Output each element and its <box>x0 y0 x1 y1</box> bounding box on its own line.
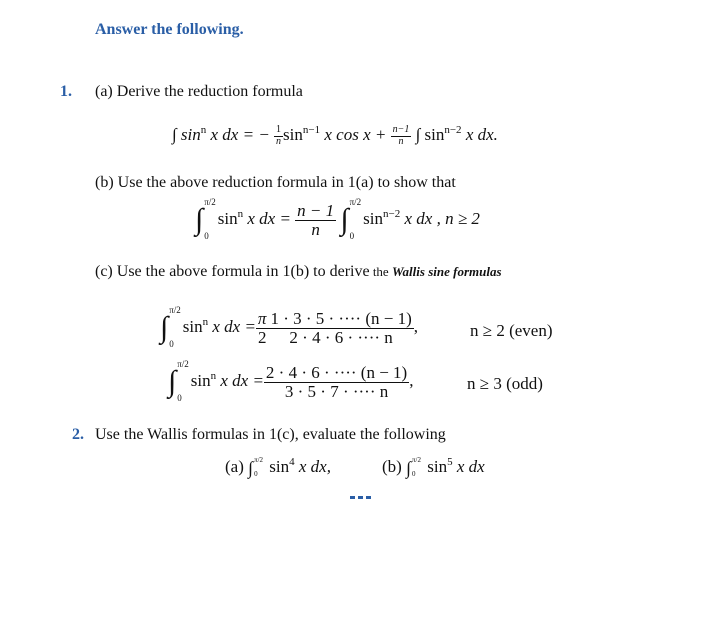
question-1-number: 1. <box>60 83 72 100</box>
end-divider <box>350 496 372 499</box>
wallis-even-condition: n ≥ 2 (even) <box>470 321 553 340</box>
question-1a-text: (a) Derive the reduction formula <box>95 83 303 100</box>
wallis-odd-formula: ∫ π/2 0 $\sin^n x$ dx = $\frac{2 \cdot 4 \cdot 6 \cdot \cdot\cdot\cdot\cdot (n - 1)}{3 \cdot 5 \cdot 7 \cdot \cdot\cdot\cdot\cdot n}$ , <box>168 359 414 404</box>
question-2b: (b) ∫ π/2 0 $\sin^5 x$ dx <box>382 456 485 479</box>
question-2-text: Use the Wallis formulas in 1(c), evaluate the following <box>95 426 446 443</box>
question-2-number: 2. <box>72 426 84 443</box>
integral-sign: ∫ <box>168 365 177 398</box>
question-1c-text: (c) Use the above formula in 1(b) to derive the Wallis sine formulas <box>95 263 502 280</box>
definite-reduction-formula: ∫ π/2 0 $\sin^n x$ dx = $\frac{n - 1}{n}$ ∫ π/2 0 $\sin^{n-2} x$ dx , n ≥ 2 <box>195 197 480 242</box>
reduction-formula: ∫ $\sin^n x$ dx = − $\frac{1}{n}$ $\sin^{n-1} x$ cos x + $\frac{n-1}{n}$ ∫ $\sin^{n-2} x$ dx. <box>172 124 498 147</box>
integral-sign: ∫ <box>406 457 412 478</box>
integral-sign: ∫ <box>195 203 204 236</box>
question-1b-text: (b) Use the above reduction formula in 1(a) to show that <box>95 174 456 191</box>
question-2a: (a) ∫ π/2 0 $\sin^4 x$ dx, <box>225 456 331 479</box>
integral-sign: ∫ <box>248 457 254 478</box>
wallis-odd-condition: n ≥ 3 (odd) <box>467 374 543 393</box>
wallis-even-formula: ∫ π/2 0 $\sin^n x$ dx = $\frac{\pi}{2}$ $\frac{1 \cdot 3 \cdot 5 \cdot \cdot\cdot\cdot\cdot (n - 1)}{2 \cdot 4 \cdot 6 \cdot \cdot\cdot\cdot\cdot n}$ , <box>160 305 418 350</box>
integral-sign: ∫ <box>160 311 169 344</box>
heading: Answer the following. <box>95 21 244 38</box>
integral-sign: ∫ <box>340 203 349 236</box>
